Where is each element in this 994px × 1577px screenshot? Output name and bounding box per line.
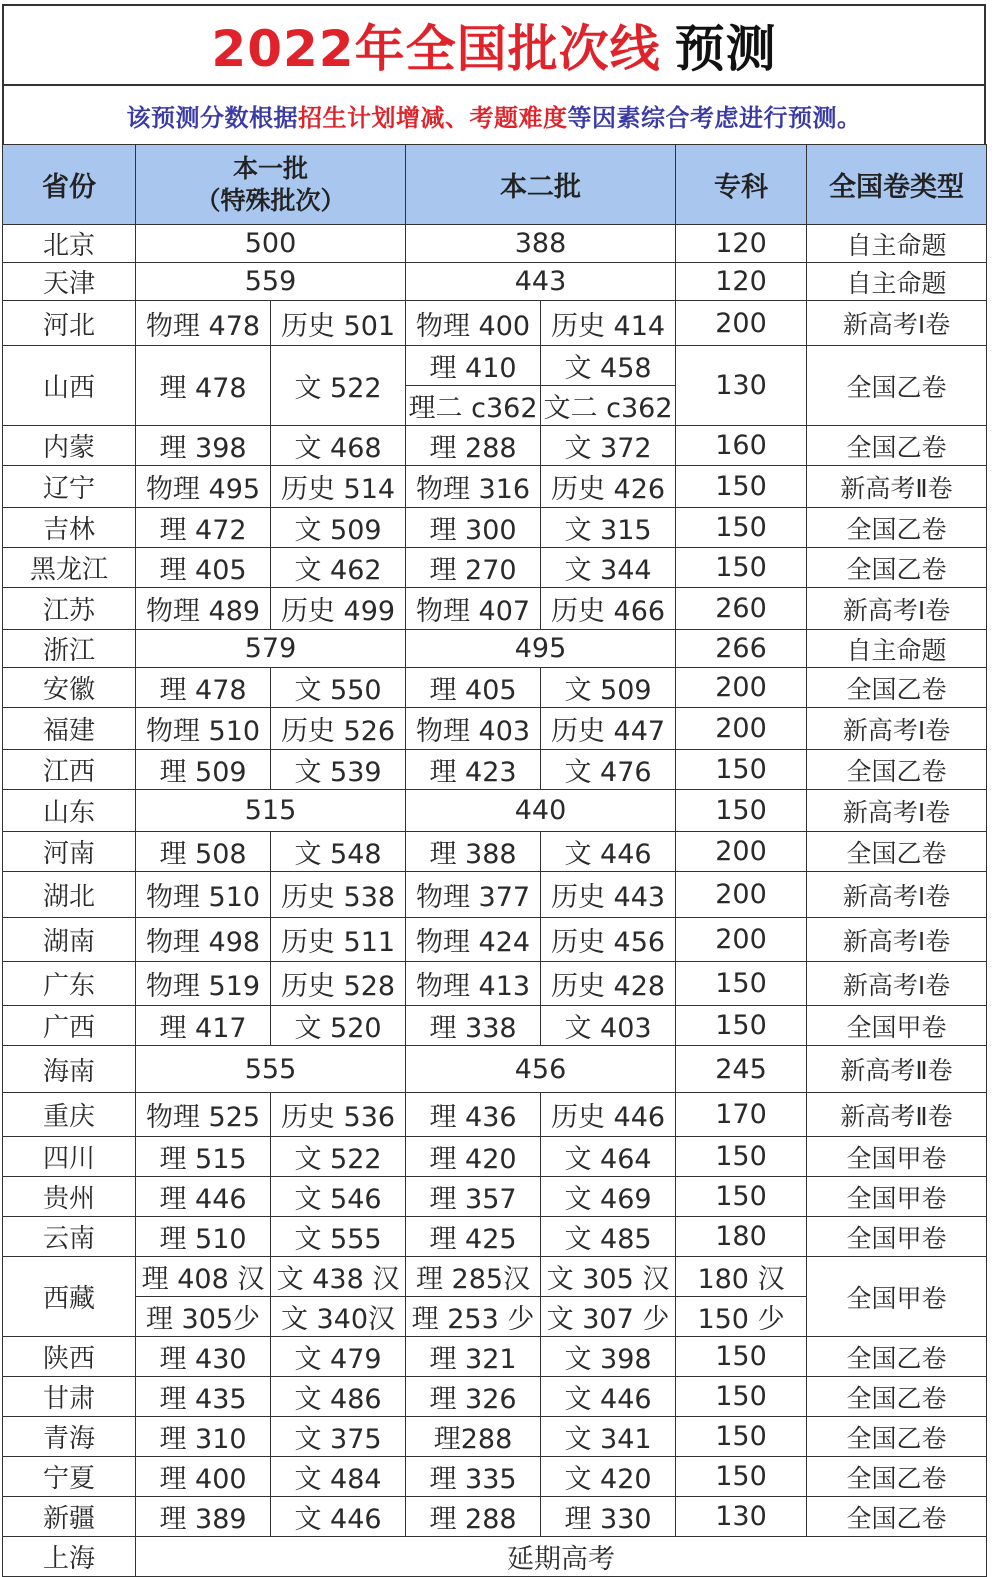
province-cell: 内蒙 xyxy=(3,426,136,466)
table-row xyxy=(3,466,987,508)
batch1-score-cell: 559 xyxy=(136,263,406,301)
province-cell: 安徽 xyxy=(3,668,136,708)
batch1-arts-cell: 文 522 xyxy=(271,346,406,426)
batch1-science-cell: 理 400 xyxy=(136,1457,271,1497)
province-cell: 甘肃 xyxy=(3,1377,136,1417)
province-cell: 贵州 xyxy=(3,1177,136,1217)
paper-type-cell: 新高考Ⅰ卷 xyxy=(807,790,987,832)
province-cell: 江西 xyxy=(3,750,136,790)
province-cell: 北京 xyxy=(3,225,136,263)
batch2-score-cell: 456 xyxy=(406,1046,676,1093)
batch1-arts-cell: 文 438 汉 xyxy=(271,1257,406,1297)
batch2-arts-cell: 文 469 xyxy=(541,1177,676,1217)
batch2-science-cell: 理 357 xyxy=(406,1177,541,1217)
province-cell: 新疆 xyxy=(3,1497,136,1537)
batch1-arts-cell: 历史 511 xyxy=(271,918,406,962)
province-cell: 宁夏 xyxy=(3,1457,136,1497)
table-row xyxy=(3,426,987,466)
batch1-score-cell: 579 xyxy=(136,630,406,668)
batch2-score-cell: 443 xyxy=(406,263,676,301)
zhuanke-cell: 120 xyxy=(676,263,807,301)
batch2-arts-cell: 文 305 汉 xyxy=(541,1257,676,1297)
batch2-science-cell: 理 436 xyxy=(406,1093,541,1137)
zhuanke-cell: 200 xyxy=(676,918,807,962)
batch2-arts-cell: 历史 447 xyxy=(541,708,676,750)
table-row xyxy=(3,1537,987,1577)
batch1-arts-cell: 文 509 xyxy=(271,508,406,548)
batch2-science-cell: 理288 xyxy=(406,1417,541,1457)
merged-note-cell: 延期高考 xyxy=(136,1537,987,1577)
zhuanke-cell: 170 xyxy=(676,1093,807,1137)
batch2-arts-cell: 文 446 xyxy=(541,1377,676,1417)
zhuanke-cell: 200 xyxy=(676,708,807,750)
zhuanke-cell: 150 xyxy=(676,790,807,832)
batch2-science-cell: 理 425 xyxy=(406,1217,541,1257)
province-cell: 广西 xyxy=(3,1006,136,1046)
province-cell: 四川 xyxy=(3,1137,136,1177)
zhuanke-cell: 150 xyxy=(676,1337,807,1377)
table-row xyxy=(3,668,987,708)
province-cell: 海南 xyxy=(3,1046,136,1093)
subtitle xyxy=(2,86,986,144)
province-cell: 黑龙江 xyxy=(3,548,136,588)
paper-type-cell: 全国乙卷 xyxy=(807,668,987,708)
zhuanke-cell: 150 xyxy=(676,1457,807,1497)
paper-type-cell: 新高考Ⅱ卷 xyxy=(807,1046,987,1093)
table-row xyxy=(3,1337,987,1377)
batch1-science-cell: 物理 510 xyxy=(136,872,271,918)
batch1-science-cell: 物理 519 xyxy=(136,962,271,1006)
batch1-arts-cell: 文 484 xyxy=(271,1457,406,1497)
batch1-science-cell: 理 472 xyxy=(136,508,271,548)
table-row xyxy=(3,301,987,346)
paper-type-cell: 新高考Ⅰ卷 xyxy=(807,918,987,962)
paper-type-cell: 全国甲卷 xyxy=(807,1006,987,1046)
batch1-score-cell: 500 xyxy=(136,225,406,263)
batch2-science-cell: 理 405 xyxy=(406,668,541,708)
batch1-science-cell: 物理 525 xyxy=(136,1093,271,1137)
batch2-science-extra-cell: 理 253 少 xyxy=(406,1297,541,1337)
batch1-science-cell: 理 430 xyxy=(136,1337,271,1377)
title-main: 2022年全国批次线 xyxy=(211,20,661,78)
table-row xyxy=(3,962,987,1006)
batch1-arts-cell: 文 479 xyxy=(271,1337,406,1377)
batch2-science-cell: 理 388 xyxy=(406,832,541,872)
zhuanke-cell: 180 汉 xyxy=(676,1257,807,1297)
batch2-science-cell: 物理 316 xyxy=(406,466,541,508)
paper-type-cell: 自主命题 xyxy=(807,225,987,263)
paper-type-cell: 全国甲卷 xyxy=(807,1257,987,1337)
batch2-arts-cell: 文 509 xyxy=(541,668,676,708)
table-row xyxy=(3,1457,987,1497)
batch2-science-cell: 理 288 xyxy=(406,426,541,466)
paper-type-cell: 自主命题 xyxy=(807,263,987,301)
paper-type-cell: 全国乙卷 xyxy=(807,508,987,548)
paper-type-cell: 新高考Ⅰ卷 xyxy=(807,301,987,346)
table-row xyxy=(3,832,987,872)
batch1-arts-cell: 文 468 xyxy=(271,426,406,466)
batch2-science-cell: 物理 424 xyxy=(406,918,541,962)
header-province: 省份 xyxy=(3,145,136,225)
header-batch1-line2: （特殊批次） xyxy=(195,185,346,215)
table-row xyxy=(3,508,987,548)
paper-type-cell: 新高考Ⅱ卷 xyxy=(807,1093,987,1137)
batch1-arts-cell: 文 522 xyxy=(271,1137,406,1177)
table-row xyxy=(3,1137,987,1177)
table-row xyxy=(3,548,987,588)
table-row xyxy=(3,346,987,386)
table-row xyxy=(3,790,987,832)
batch2-science-cell: 理 338 xyxy=(406,1006,541,1046)
province-cell: 山西 xyxy=(3,346,136,426)
batch2-arts-cell: 文 372 xyxy=(541,426,676,466)
batch2-arts-cell: 文 446 xyxy=(541,832,676,872)
batch1-arts-cell: 历史 538 xyxy=(271,872,406,918)
header-row xyxy=(3,145,987,225)
province-cell: 山东 xyxy=(3,790,136,832)
batch1-science-cell: 理 398 xyxy=(136,426,271,466)
batch1-arts-cell: 历史 499 xyxy=(271,588,406,630)
table-row xyxy=(3,1417,987,1457)
batch2-arts-extra-cell: 文二 c362 xyxy=(541,386,676,426)
zhuanke-cell: 200 xyxy=(676,872,807,918)
table-row xyxy=(3,1006,987,1046)
zhuanke-cell: 120 xyxy=(676,225,807,263)
table-row xyxy=(3,225,987,263)
province-cell: 河南 xyxy=(3,832,136,872)
batch2-science-cell: 理 420 xyxy=(406,1137,541,1177)
province-cell: 浙江 xyxy=(3,630,136,668)
zhuanke-cell: 200 xyxy=(676,832,807,872)
batch1-arts-cell: 历史 501 xyxy=(271,301,406,346)
batch2-arts-cell: 文 403 xyxy=(541,1006,676,1046)
zhuanke-cell: 130 xyxy=(676,346,807,426)
zhuanke-cell: 150 xyxy=(676,962,807,1006)
batch2-score-cell: 440 xyxy=(406,790,676,832)
batch2-arts-extra-cell: 文 307 少 xyxy=(541,1297,676,1337)
batch1-science-cell: 物理 498 xyxy=(136,918,271,962)
score-table xyxy=(2,144,987,1577)
header-batch1 xyxy=(136,145,406,225)
zhuanke-cell: 150 xyxy=(676,1417,807,1457)
batch1-science-cell: 理 408 汉 xyxy=(136,1257,271,1297)
paper-type-cell: 全国乙卷 xyxy=(807,1337,987,1377)
batch2-score-cell: 495 xyxy=(406,630,676,668)
zhuanke-extra-cell: 150 少 xyxy=(676,1297,807,1337)
zhuanke-cell: 150 xyxy=(676,466,807,508)
province-cell: 广东 xyxy=(3,962,136,1006)
batch1-arts-cell: 历史 528 xyxy=(271,962,406,1006)
batch1-arts-cell: 历史 514 xyxy=(271,466,406,508)
batch2-arts-cell: 历史 414 xyxy=(541,301,676,346)
batch1-arts-cell: 文 548 xyxy=(271,832,406,872)
batch1-arts-cell: 文 375 xyxy=(271,1417,406,1457)
paper-type-cell: 全国乙卷 xyxy=(807,1457,987,1497)
batch2-arts-cell: 文 485 xyxy=(541,1217,676,1257)
batch2-science-cell: 理 285汉 xyxy=(406,1257,541,1297)
province-cell: 青海 xyxy=(3,1417,136,1457)
header-paper-type: 全国卷类型 xyxy=(807,145,987,225)
zhuanke-cell: 245 xyxy=(676,1046,807,1093)
paper-type-cell: 自主命题 xyxy=(807,630,987,668)
table-row xyxy=(3,1217,987,1257)
batch2-science-cell: 物理 407 xyxy=(406,588,541,630)
batch2-arts-cell: 历史 443 xyxy=(541,872,676,918)
table-row xyxy=(3,708,987,750)
batch2-science-cell: 理 423 xyxy=(406,750,541,790)
batch2-science-extra-cell: 理二 c362 xyxy=(406,386,541,426)
table-row xyxy=(3,1046,987,1093)
batch2-science-cell: 理 270 xyxy=(406,548,541,588)
batch1-arts-cell: 文 462 xyxy=(271,548,406,588)
batch2-arts-cell: 文 344 xyxy=(541,548,676,588)
batch2-science-cell: 物理 377 xyxy=(406,872,541,918)
paper-type-cell: 全国甲卷 xyxy=(807,1217,987,1257)
batch1-science-cell: 理 417 xyxy=(136,1006,271,1046)
batch1-science-cell: 理 446 xyxy=(136,1177,271,1217)
province-cell: 湖北 xyxy=(3,872,136,918)
title-suffix: 预测 xyxy=(674,20,777,78)
batch1-science-cell: 理 478 xyxy=(136,668,271,708)
batch2-science-cell: 物理 400 xyxy=(406,301,541,346)
batch1-score-cell: 515 xyxy=(136,790,406,832)
paper-type-cell: 全国乙卷 xyxy=(807,750,987,790)
subtitle-post: 等因素综合考虑进行预测。 xyxy=(567,103,862,132)
batch2-arts-cell: 文 420 xyxy=(541,1457,676,1497)
table-row xyxy=(3,750,987,790)
zhuanke-cell: 200 xyxy=(676,301,807,346)
batch1-arts-cell: 文 520 xyxy=(271,1006,406,1046)
batch1-science-cell: 物理 510 xyxy=(136,708,271,750)
batch1-score-cell: 555 xyxy=(136,1046,406,1093)
paper-type-cell: 新高考Ⅰ卷 xyxy=(807,962,987,1006)
zhuanke-cell: 160 xyxy=(676,426,807,466)
batch1-science-cell: 理 515 xyxy=(136,1137,271,1177)
province-cell: 上海 xyxy=(3,1537,136,1577)
paper-type-cell: 新高考Ⅱ卷 xyxy=(807,466,987,508)
province-cell: 西藏 xyxy=(3,1257,136,1337)
batch1-arts-extra-cell: 文 340汉 xyxy=(271,1297,406,1337)
paper-type-cell: 全国乙卷 xyxy=(807,548,987,588)
table-row xyxy=(3,588,987,630)
paper-type-cell: 全国乙卷 xyxy=(807,832,987,872)
zhuanke-cell: 150 xyxy=(676,1377,807,1417)
batch1-arts-cell: 文 550 xyxy=(271,668,406,708)
batch2-science-cell: 物理 403 xyxy=(406,708,541,750)
batch1-science-cell: 理 509 xyxy=(136,750,271,790)
batch2-arts-cell: 文 464 xyxy=(541,1137,676,1177)
paper-type-cell: 新高考Ⅰ卷 xyxy=(807,872,987,918)
batch1-science-cell: 物理 489 xyxy=(136,588,271,630)
batch2-science-cell: 理 410 xyxy=(406,346,541,386)
table-row xyxy=(3,872,987,918)
batch2-science-cell: 理 288 xyxy=(406,1497,541,1537)
zhuanke-cell: 150 xyxy=(676,548,807,588)
zhuanke-cell: 200 xyxy=(676,668,807,708)
batch2-science-cell: 理 321 xyxy=(406,1337,541,1377)
header-batch2: 本二批 xyxy=(406,145,676,225)
table-row xyxy=(3,1497,987,1537)
batch2-arts-cell: 文 458 xyxy=(541,346,676,386)
batch2-arts-cell: 理 330 xyxy=(541,1497,676,1537)
batch1-science-cell: 理 310 xyxy=(136,1417,271,1457)
zhuanke-cell: 150 xyxy=(676,508,807,548)
batch2-arts-cell: 文 315 xyxy=(541,508,676,548)
batch2-arts-cell: 文 341 xyxy=(541,1417,676,1457)
province-cell: 吉林 xyxy=(3,508,136,548)
province-cell: 河北 xyxy=(3,301,136,346)
batch1-science-cell: 理 508 xyxy=(136,832,271,872)
paper-type-cell: 新高考Ⅰ卷 xyxy=(807,588,987,630)
paper-type-cell: 全国乙卷 xyxy=(807,1497,987,1537)
province-cell: 云南 xyxy=(3,1217,136,1257)
table-body xyxy=(3,225,987,1577)
batch1-science-cell: 物理 478 xyxy=(136,301,271,346)
table-row xyxy=(3,1093,987,1137)
batch1-arts-cell: 文 446 xyxy=(271,1497,406,1537)
province-cell: 江苏 xyxy=(3,588,136,630)
zhuanke-cell: 180 xyxy=(676,1217,807,1257)
batch1-arts-cell: 文 539 xyxy=(271,750,406,790)
zhuanke-cell: 150 xyxy=(676,1006,807,1046)
batch2-arts-cell: 历史 428 xyxy=(541,962,676,1006)
table-row xyxy=(3,918,987,962)
batch2-arts-cell: 历史 446 xyxy=(541,1093,676,1137)
header-zhuanke: 专科 xyxy=(676,145,807,225)
batch1-science-extra-cell: 理 305少 xyxy=(136,1297,271,1337)
batch1-science-cell: 理 405 xyxy=(136,548,271,588)
zhuanke-cell: 150 xyxy=(676,1177,807,1217)
paper-type-cell: 全国乙卷 xyxy=(807,1417,987,1457)
batch1-arts-cell: 文 546 xyxy=(271,1177,406,1217)
batch2-science-cell: 物理 413 xyxy=(406,962,541,1006)
paper-type-cell: 全国乙卷 xyxy=(807,1377,987,1417)
subtitle-pre: 该预测分数根据 xyxy=(126,103,298,132)
batch1-arts-cell: 文 486 xyxy=(271,1377,406,1417)
province-cell: 重庆 xyxy=(3,1093,136,1137)
batch1-science-cell: 理 478 xyxy=(136,346,271,426)
province-cell: 湖南 xyxy=(3,918,136,962)
batch1-arts-cell: 历史 536 xyxy=(271,1093,406,1137)
table-row xyxy=(3,1257,987,1297)
batch2-score-cell: 388 xyxy=(406,225,676,263)
paper-type-cell: 全国甲卷 xyxy=(807,1137,987,1177)
province-cell: 陕西 xyxy=(3,1337,136,1377)
zhuanke-cell: 150 xyxy=(676,1137,807,1177)
table-row xyxy=(3,263,987,301)
batch1-science-cell: 物理 495 xyxy=(136,466,271,508)
header-batch1-line1: 本一批 xyxy=(233,153,309,183)
batch2-arts-cell: 历史 456 xyxy=(541,918,676,962)
paper-type-cell: 全国甲卷 xyxy=(807,1177,987,1217)
batch2-arts-cell: 历史 426 xyxy=(541,466,676,508)
table-row xyxy=(3,630,987,668)
title-banner xyxy=(2,4,986,86)
batch1-science-cell: 理 435 xyxy=(136,1377,271,1417)
subtitle-highlight: 招生计划增减、考题难度 xyxy=(298,103,568,132)
table-row xyxy=(3,1377,987,1417)
batch1-science-cell: 理 510 xyxy=(136,1217,271,1257)
zhuanke-cell: 260 xyxy=(676,588,807,630)
batch2-science-cell: 理 326 xyxy=(406,1377,541,1417)
zhuanke-cell: 150 xyxy=(676,750,807,790)
paper-type-cell: 全国乙卷 xyxy=(807,346,987,426)
batch2-science-cell: 理 300 xyxy=(406,508,541,548)
batch2-arts-cell: 文 398 xyxy=(541,1337,676,1377)
zhuanke-cell: 266 xyxy=(676,630,807,668)
paper-type-cell: 全国乙卷 xyxy=(807,426,987,466)
table-row xyxy=(3,1177,987,1217)
paper-type-cell: 新高考Ⅰ卷 xyxy=(807,708,987,750)
batch2-arts-cell: 历史 466 xyxy=(541,588,676,630)
batch1-arts-cell: 历史 526 xyxy=(271,708,406,750)
batch2-science-cell: 理 335 xyxy=(406,1457,541,1497)
batch2-arts-cell: 文 476 xyxy=(541,750,676,790)
zhuanke-cell: 130 xyxy=(676,1497,807,1537)
batch1-arts-cell: 文 555 xyxy=(271,1217,406,1257)
province-cell: 福建 xyxy=(3,708,136,750)
province-cell: 天津 xyxy=(3,263,136,301)
province-cell: 辽宁 xyxy=(3,466,136,508)
batch1-science-cell: 理 389 xyxy=(136,1497,271,1537)
